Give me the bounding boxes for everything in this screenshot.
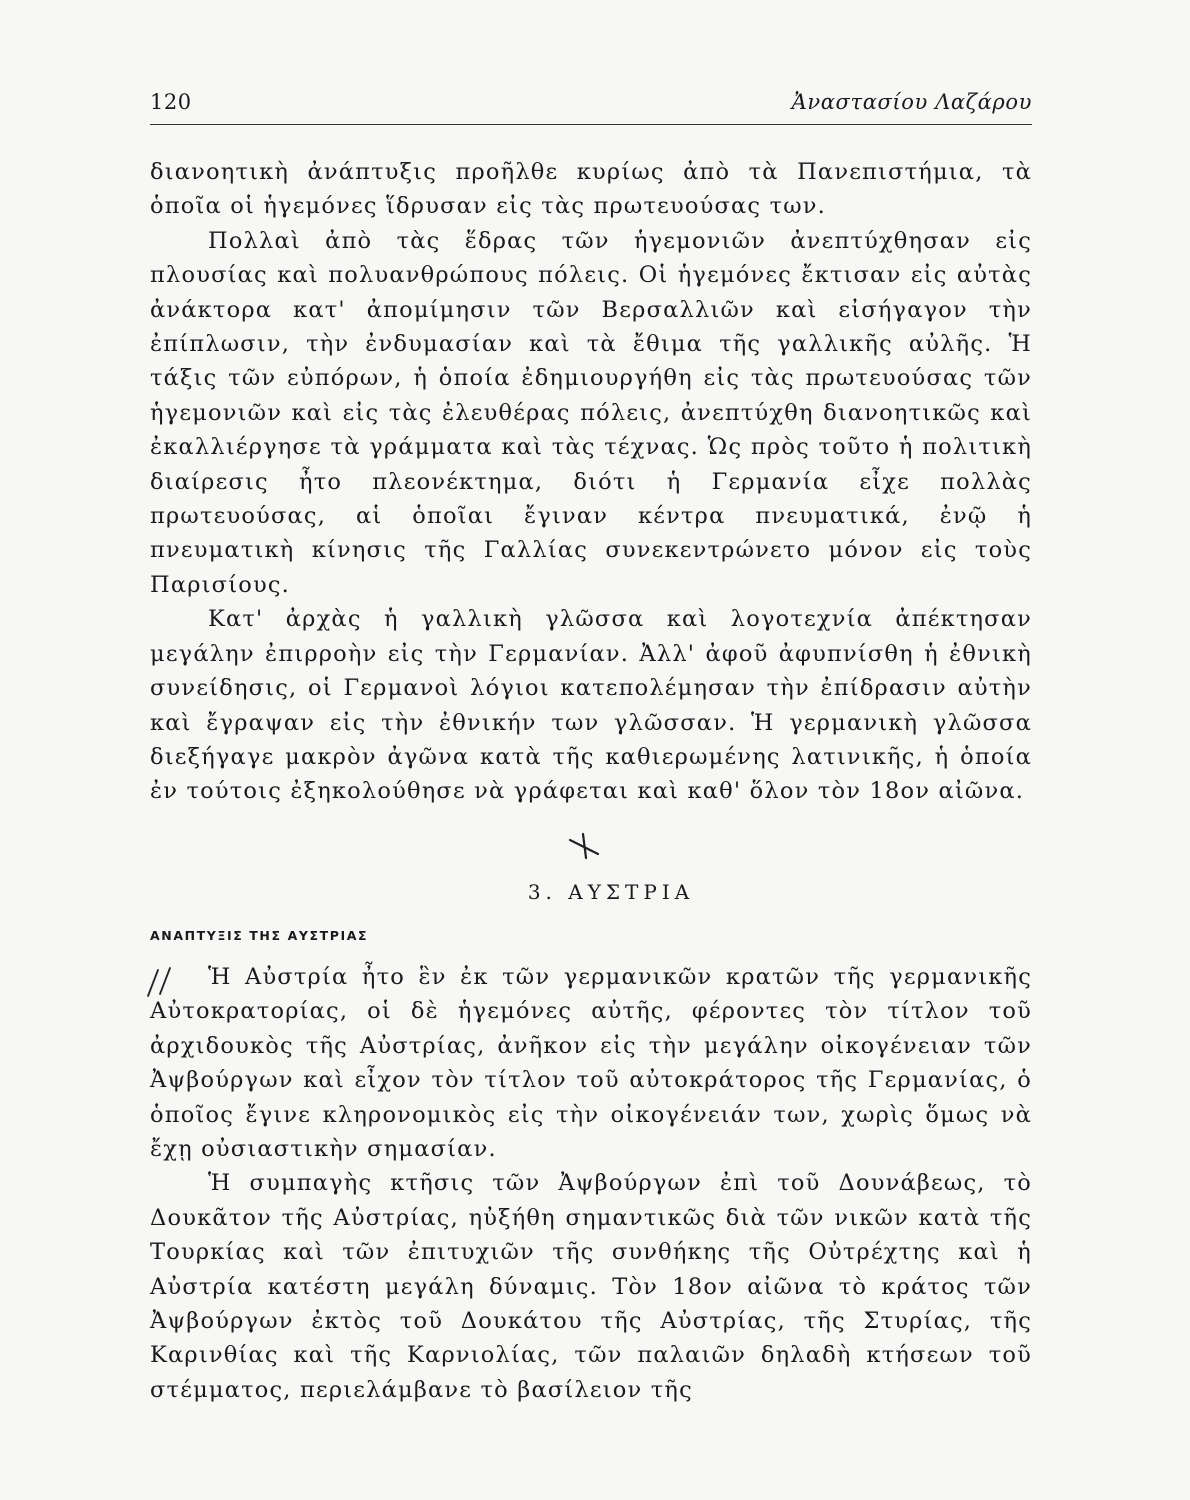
page-number: 120 <box>150 90 192 114</box>
handwritten-cross-mark <box>566 828 600 862</box>
side-heading: ΑΝΑΠΤΥΞΙΣ ΤΗΣ ΑΥΣΤΡΙΑΣ <box>150 928 369 943</box>
paragraph: Ἡ συμπαγὴς κτῆσις τῶν Ἀψβούργων ἐπὶ τοῦ Δουνάβεως, τὸ Δουκᾶτον τῆς Αὐστρίας, ηὐξήθη σημαντικῶς διὰ τῶν νικῶν κατὰ τῆς Τουρκίας καὶ τῶν ἐπιτυχιῶν τῆς συνθήκης τῆς Οὐτρέχτης καὶ ἡ Αὐστρία κατέστη μεγάλη δύναμις. Τὸν 18ον αἰῶνα τὸ κράτος τῶν Ἀψβούργων ἐκτὸς τοῦ Δουκάτου τῆς Αὐστρίας, τῆς Στυρίας, τῆς Καρινθίας καὶ τῆς Καρνιολίας, τῶν παλαιῶν δηλαδὴ κτήσεων τοῦ στέμματος, περιελάμβανε τὸ βασίλειον τῆς <box>150 1170 1032 1403</box>
text-block-germany <box>150 155 1032 809</box>
page-header <box>150 90 1032 125</box>
text-block-austria <box>150 960 1032 1407</box>
paragraph: διανοητικὴ ἀνάπτυξις προῆλθε κυρίως ἀπὸ τὰ Πανεπιστήμια, τὰ ὁποῖα οἱ ἡγεμόνες ἵδρυσαν εἰς τὰς πρωτευούσας των. <box>150 159 1032 220</box>
section-heading: 3. ΑΥΣΤΡΙΑ <box>527 880 695 904</box>
paragraph: Πολλαὶ ἀπὸ τὰς ἕδρας τῶν ἡγεμονιῶν ἀνεπτύχθησαν εἰς πλουσίας καὶ πολυανθρώπους πόλεις. Οἱ ἡγεμόνες ἔκτισαν εἰς αὐτὰς ἀνάκτορα κατ' ἀπομίμησιν τῶν Βερσαλλιῶν καὶ εἰσήγαγον τὴν ἐπίπλωσιν, τὴν ἐνδυμασίαν καὶ τὰ ἔθιμα τῆς γαλλικῆς αὐλῆς. Ἡ τάξις τῶν εὐπόρων, ἡ ὁποία ἐδημιουργήθη εἰς τὰς πρωτευούσας τῶν ἡγεμονιῶν καὶ εἰς τὰς ἐλευθέρας πόλεις, ἀνεπτύχθη διανοητικῶς καὶ ἐκαλλιέργησε τὰ γράμματα καὶ τὰς τέχνας. Ὡς πρὸς τοῦτο ἡ πολιτικὴ διαίρεσις ἦτο πλεονέκτημα, διότι ἡ Γερμανία εἶχε πολλὰς πρωτευούσας, αἱ ὁποῖαι ἔγιναν κέντρα πνευματικά, ἐνῷ ἡ πνευματικὴ κίνησις τῆς Γαλλίας συνεκεντρώνετο μόνον εἰς τοὺς Παρισίους. <box>150 227 1032 598</box>
paragraph: Ἡ Αὐστρία ἦτο ἓν ἐκ τῶν γερμανικῶν κρατῶν τῆς γερμανικῆς Αὐτοκρατορίας, οἱ δὲ ἡγεμόνες αὐτῆς, φέροντες τὸν τίτλον τοῦ ἀρχιδουκὸς τῆς Αὐστρίας, ἀνῆκον εἰς τὴν μεγάλην οἰκογένειαν τῶν Ἀψβούργων καὶ εἶχον τὸν τίτλον τοῦ αὐτοκράτορος τῆς Γερμανίας, ὁ ὁποῖος ἔγινε κληρονομικὸς εἰς τὴν οἰκογένειάν των, χωρὶς ὅμως νὰ ἔχῃ οὐσιαστικὴν σημασίαν. <box>150 964 1032 1163</box>
running-head: Ἀναστασίου Λαζάρου <box>791 90 1032 114</box>
paragraph: Κατ' ἀρχὰς ἡ γαλλικὴ γλῶσσα καὶ λογοτεχνία ἀπέκτησαν μεγάλην ἐπιρροὴν εἰς τὴν Γερμανίαν. Ἀλλ' ἀφοῦ ἀφυπνίσθη ἡ ἐθνικὴ συνείδησις, οἱ Γερμανοὶ λόγιοι κατεπολέμησαν τὴν ἐπίδρασιν αὐτὴν καὶ ἔγραψαν εἰς τὴν ἐθνικήν των γλῶσσαν. Ἡ γερμανικὴ γλῶσσα διεξήγαγε μακρὸν ἀγῶνα κατὰ τῆς καθιερωμένης λατινικῆς, ἡ ὁποία ἐν τούτοις ἐξηκολούθησε νὰ γράφεται καὶ καθ' ὅλον τὸν 18ον αἰῶνα. <box>150 606 1032 805</box>
